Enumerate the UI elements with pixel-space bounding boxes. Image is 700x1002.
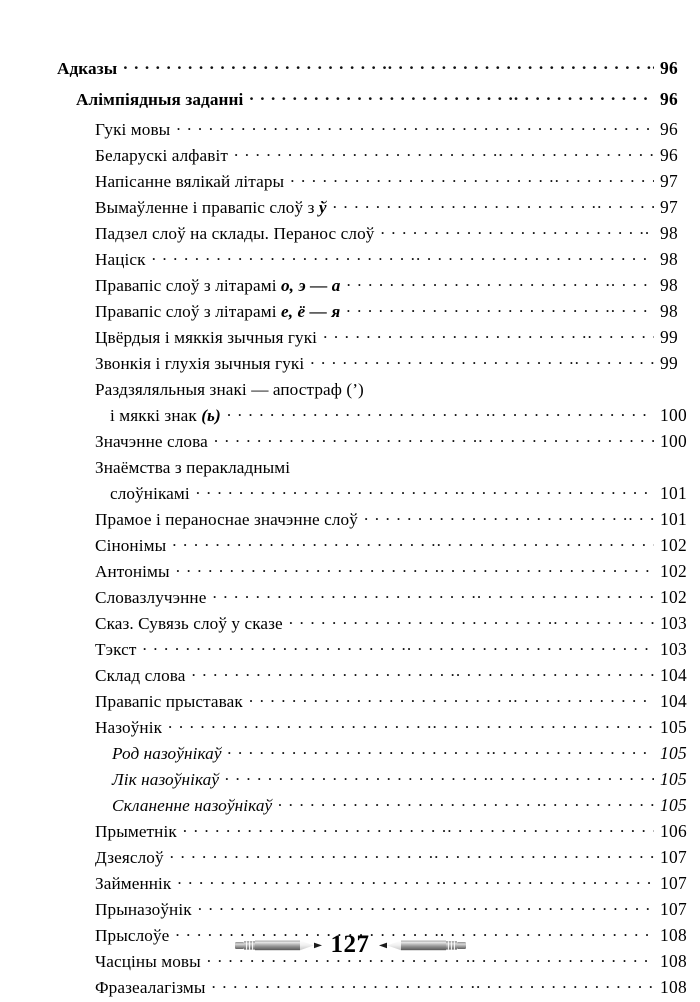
toc-entry-row [0,248,700,274]
leader-dots [214,430,654,447]
toc-entry-label: Звонкія і глухія зычныя гукі [95,354,305,374]
toc-entry-row [0,352,700,378]
leader-dots [168,716,654,733]
pencil-pointing-right-icon [234,937,322,953]
toc-subheading-label: Алімпіядныя заданні [76,90,244,110]
toc-entry-row [0,326,700,352]
inline-letters: о, э — а [280,276,341,296]
toc-entry-page: 102 [660,561,687,582]
toc-entry-page: 105 [660,717,687,738]
toc-entry-label: Гукі мовы [95,120,171,140]
leader-dots [176,560,654,577]
inline-soft-sign: (ь) [201,406,221,426]
leader-dots [290,170,654,187]
toc-entry-label: Сказ. Сувязь слоў у сказе [95,614,283,634]
leader-dots [183,820,654,837]
toc-entry-label: Сінонімы [95,536,167,556]
leader-dots [191,664,654,681]
toc-entry-page: 106 [660,821,687,842]
toc-entry-page: 103 [660,613,687,634]
leader-dots [228,742,654,759]
toc-entry-page: 107 [660,847,687,868]
toc-subentry-label: Род назоўнікаў [112,744,222,764]
toc-entry-label: Назоўнік [95,718,163,738]
toc-entry-page: 98 [660,223,678,244]
toc-entry-row [0,222,700,248]
page-footer [0,925,700,965]
leader-dots [370,378,654,395]
toc-entry-label: Дзеяслоў [95,848,164,868]
toc-entry-row [0,690,700,716]
toc-entry-page: 100 [660,405,687,426]
toc-entry-page: 98 [660,275,678,296]
toc-heading-page: 96 [660,58,678,79]
toc-entry-page: 100 [660,431,687,452]
toc-subentry-page: 105 [660,743,687,764]
toc-entry-label: Словазлучэнне [95,588,207,608]
leader-dots [278,794,654,811]
toc-entry-row [0,430,700,456]
leader-dots [227,404,654,421]
toc-subentry-page: 105 [660,769,687,790]
leader-dots [142,638,654,655]
leader-dots [152,248,654,265]
leader-dots [198,898,654,915]
toc-entry-row [0,274,700,300]
toc-entry-row [0,716,700,742]
pencil-pointing-left-icon [379,937,467,953]
toc-entry-label: Правапіс слоў з літарамі е, ё — я [95,302,341,322]
leader-dots [296,456,654,473]
toc-entry-row-wrapped-first [0,378,700,404]
toc-subentry-page: 105 [660,795,687,816]
leader-dots [364,508,654,525]
toc-entry-label: Прыназоўнік [95,900,192,920]
toc-entry-label: Вымаўленне і правапіс слоў з ў [95,198,327,218]
toc-entry-page: 107 [660,899,687,920]
toc-entry-row [0,586,700,612]
toc-entry-row [0,170,700,196]
toc-entry-row [0,144,700,170]
toc-entry-row [0,664,700,690]
toc-entry-row [0,898,700,924]
toc-entry-row-wrapped-cont [0,482,700,508]
toc-entry-page: 107 [660,873,687,894]
toc-subentry-row [0,794,700,820]
toc-entry-row [0,534,700,560]
leader-dots [177,872,654,889]
toc-subentry-label: Скланенне назоўнікаў [112,796,273,816]
toc-entry-page: 102 [660,587,687,608]
toc-heading-row [0,57,700,88]
leader-dots [346,274,654,291]
toc-entry-page: 104 [660,691,687,712]
toc-entry-row-wrapped-first [0,456,700,482]
leader-dots [172,534,654,551]
toc-entry-row [0,976,700,1002]
leader-dots [170,846,654,863]
toc-entry-label: Правапіс прыставак [95,692,243,712]
leader-dots [310,352,654,369]
toc-entry-page: 99 [660,353,678,374]
inline-letters: е, ё — я [280,302,341,322]
toc-entry-label: Напісанне вялікай літары [95,172,285,192]
toc-subentry-label: Лік назоўнікаў [112,770,220,790]
leader-dots [249,690,654,707]
toc-entry-row [0,508,700,534]
inline-letter: ў [318,198,327,218]
toc-entry-row [0,612,700,638]
leader-dots [333,196,654,213]
toc-subheading-page: 96 [660,89,678,110]
toc-entry-label: Прыслоўе [95,926,170,946]
leader-dots [212,976,654,993]
toc-entry-page: 98 [660,249,678,270]
toc-entry-label: Беларускі алфавіт [95,146,228,166]
toc-entry-page: 99 [660,327,678,348]
toc-entry-row [0,638,700,664]
leader-dots [323,326,654,343]
toc-subentry-row [0,768,700,794]
toc-entry-page: 103 [660,639,687,660]
toc-entry-label: слоўнікамі [110,484,190,504]
toc-entry-page: 97 [660,197,678,218]
toc-entry-label: Тэкст [95,640,137,660]
toc-entry-page: 96 [660,145,678,166]
toc-entry-label: Часціны мовы [95,952,201,972]
toc-entry-row [0,300,700,326]
toc-entry-label: Прыметнік [95,822,177,842]
toc-entry-label: і мяккі знак (ь) [110,406,221,426]
leader-dots [225,768,654,785]
toc-subheading-row [0,88,700,118]
toc-subentry-row [0,742,700,768]
toc-entry-page: 101 [660,509,687,530]
leader-dots [123,57,654,74]
toc-entry-label: Цвёрдыя і мяккія зычныя гукі [95,328,318,348]
toc-entry-row [0,118,700,144]
leader-dots [196,482,654,499]
toc-entry-label: Антонімы [95,562,170,582]
toc-entry-row-wrapped-cont [0,404,700,430]
toc-entry-page: 96 [660,119,678,140]
toc-entry-page: 98 [660,301,678,322]
toc-entry-label: Націск [95,250,146,270]
toc-entry-page: 108 [660,925,687,946]
toc-entry-label: Знаёмства з перакладнымі [95,458,291,478]
leader-dots [346,300,654,317]
toc-entry-label: Фразеалагізмы [95,978,206,998]
table-of-contents [0,57,700,1002]
toc-entry-row [0,846,700,872]
toc-entry-label: Правапіс слоў з літарамі о, э — а [95,276,341,296]
toc-entry-row [0,820,700,846]
toc-entry-page: 97 [660,171,678,192]
toc-entry-label: Значэнне слова [95,432,208,452]
toc-entry-label: Раздзяляльныя знакі — апостраф (’) [95,380,364,400]
toc-entry-page: 108 [660,977,687,998]
toc-entry-label: Прамое і пераноснае значэнне слоў [95,510,358,530]
toc-entry-page: 104 [660,665,687,686]
leader-dots [380,222,654,239]
toc-entry-row [0,872,700,898]
toc-entry-row [0,560,700,586]
toc-entry-page: 101 [660,483,687,504]
toc-entry-label: Склад слова [95,666,186,686]
toc-entry-page: 108 [660,951,687,972]
leader-dots [289,612,654,629]
toc-entry-label: Падзел слоў на склады. Перанос слоў [95,224,375,244]
leader-dots [249,88,654,105]
toc-entry-row [0,196,700,222]
leader-dots [212,586,654,603]
toc-entry-label: Займеннік [95,874,172,894]
leader-dots [234,144,654,161]
page-number: 127 [330,930,370,958]
toc-entry-page: 102 [660,535,687,556]
toc-heading-label: Адказы [57,59,118,79]
leader-dots [176,118,654,135]
